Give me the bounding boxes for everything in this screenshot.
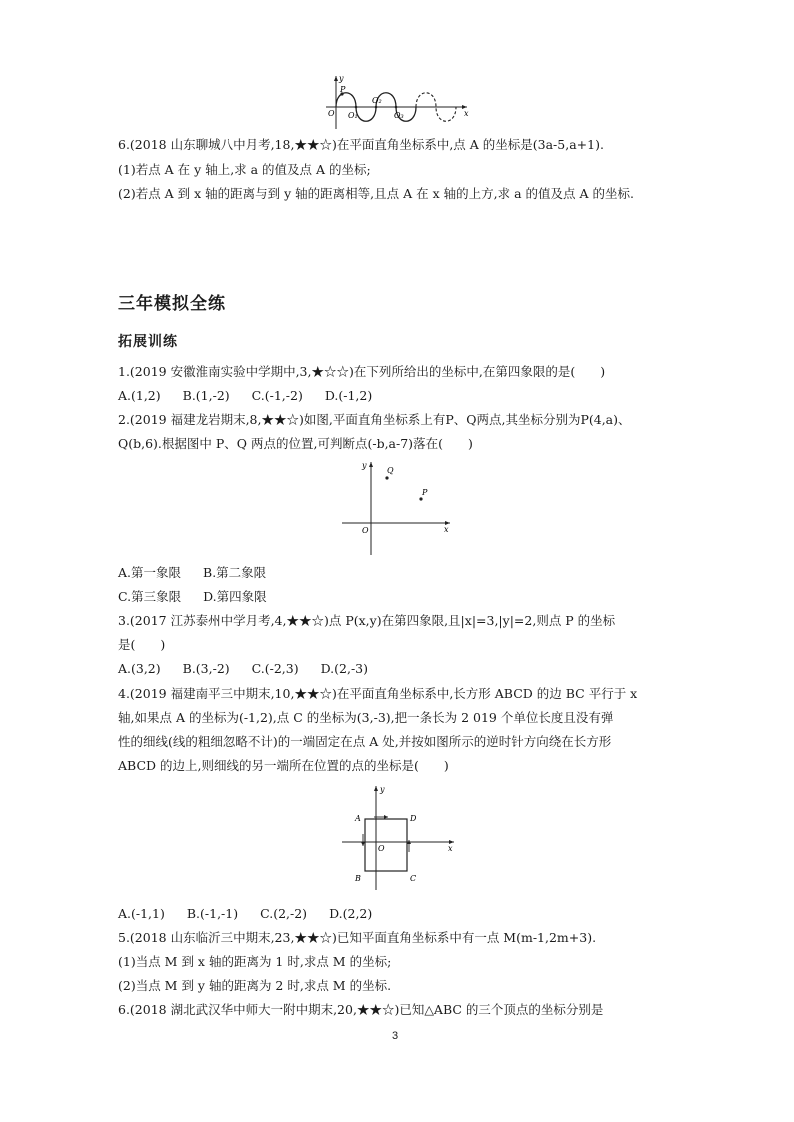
subsection-title: 拓展训练 (118, 334, 178, 350)
q2-option-a: A.第一象限 (118, 565, 182, 580)
q4-label-b: B (355, 874, 361, 883)
section-title: 三年模拟全练 (118, 294, 226, 314)
q3-stem-line2: 是( ) (118, 637, 166, 652)
wave-label-x: x (464, 109, 469, 118)
wave-label-o1: O₁ (348, 111, 358, 120)
prev-q6-part1: (1)若点 A 在 y 轴上,求 a 的值及点 A 的坐标; (118, 162, 371, 177)
q1-option-d: D.(-1,2) (324, 388, 373, 403)
page-number: 3 (392, 1030, 399, 1042)
q2-label-x: x (444, 525, 449, 534)
q4-option-d: D.(2,2) (329, 906, 373, 921)
q1-options (118, 388, 394, 404)
q5-part1: (1)当点 M 到 x 轴的距离为 1 时,求点 M 的坐标; (118, 954, 392, 969)
q4-stem-line2: 轴,如果点 A 的坐标为(-1,2),点 C 的坐标为(3,-3),把一条长为 2 019 个单位长度且没有弹 (118, 710, 614, 725)
q4-label-a: A (355, 814, 361, 823)
q4-stem-line1: 4.(2019 福建南平三中期末,10,★★☆)在平面直角坐标系中,长方形 ABCD 的边 BC 平行于 x (118, 686, 638, 701)
q4-label-y: y (380, 785, 385, 794)
q1-option-a: A.(1,2) (118, 388, 161, 403)
wave-label-o: O (328, 109, 335, 118)
q4-option-b: B.(-1,-1) (186, 906, 239, 921)
q2-option-c: C.第三象限 (118, 589, 182, 604)
q2-option-d: D.第四象限 (203, 589, 267, 604)
q3-option-c: C.(-2,3) (251, 661, 299, 676)
prev-q6-stem: 6.(2018 山东聊城八中月考,18,★★☆)在平面直角坐标系中,点 A 的坐标是(3a-5,a+1). (118, 137, 604, 152)
wave-label-p: P (340, 85, 346, 94)
q4-label-c: C (410, 874, 417, 883)
q4-options (118, 906, 394, 922)
q3-option-d: D.(2,-3) (320, 661, 369, 676)
q2-stem-line1: 2.(2019 福建龙岩期末,8,★★☆)如图,平面直角坐标系上有P、Q两点,其坐标分别为P(4,a)、 (118, 412, 631, 427)
q4-label-x: x (448, 844, 453, 853)
q4-figure (340, 782, 460, 894)
q4-label-o: O (378, 844, 385, 853)
q2-figure (340, 458, 455, 558)
q2-label-y: y (362, 461, 367, 470)
q3-stem-line1: 3.(2017 江苏泰州中学月考,4,★★☆)点 P(x,y)在第四象限,且|x|=3,|y|=2,则点 P 的坐标 (118, 613, 616, 628)
q2-option-b: B.第二象限 (203, 565, 267, 580)
q4-stem-line3: 性的细线(线的粗细忽略不计)的一端固定在点 A 处,并按如图所示的逆时针方向绕在长方形 (118, 734, 612, 749)
q2-label-p: P (422, 488, 428, 497)
q4-stem-line4: ABCD 的边上,则细线的另一端所在位置的点的坐标是( ) (118, 758, 449, 773)
q2-label-q: Q (387, 466, 394, 475)
q2-options-row1 (118, 565, 288, 581)
wave-label-o2: O₂ (372, 96, 382, 105)
q3-option-b: B.(3,-2) (182, 661, 230, 676)
q3-options (118, 661, 390, 677)
q3-option-a: A.(3,2) (118, 661, 161, 676)
wave-figure (322, 72, 474, 132)
q2-stem-line2: Q(b,6).根据图中 P、Q 两点的位置,可判断点(-b,a-7)落在( ) (118, 436, 473, 451)
prev-q6-part2: (2)若点 A 到 x 轴的距离与到 y 轴的距离相等,且点 A 在 x 轴的上方,求 a 的值及点 A 的坐标. (118, 186, 634, 201)
wave-label-y: y (339, 74, 344, 83)
q2-label-o: O (362, 526, 369, 535)
q5-part2: (2)当点 M 到 y 轴的距离为 2 时,求点 M 的坐标. (118, 978, 392, 993)
q4-option-c: C.(2,-2) (260, 906, 308, 921)
q4-label-d: D (410, 814, 417, 823)
q5-stem: 5.(2018 山东临沂三中期末,23,★★☆)已知平面直角坐标系中有一点 M(m-1,2m+3). (118, 930, 597, 945)
wave-label-o3: O₃ (394, 111, 404, 120)
q4-option-a: A.(-1,1) (118, 906, 165, 921)
q1-option-c: C.(-1,-2) (251, 388, 303, 403)
q2-options-row2 (118, 589, 289, 605)
q6-stem: 6.(2018 湖北武汉华中师大一附中期末,20,★★☆)已知△ABC 的三个顶点的坐标分别是 (118, 1002, 604, 1017)
q1-option-b: B.(1,-2) (182, 388, 230, 403)
q1-stem: 1.(2019 安徽淮南实验中学期中,3,★☆☆)在下列所给出的坐标中,在第四象限的是( ) (118, 364, 606, 379)
